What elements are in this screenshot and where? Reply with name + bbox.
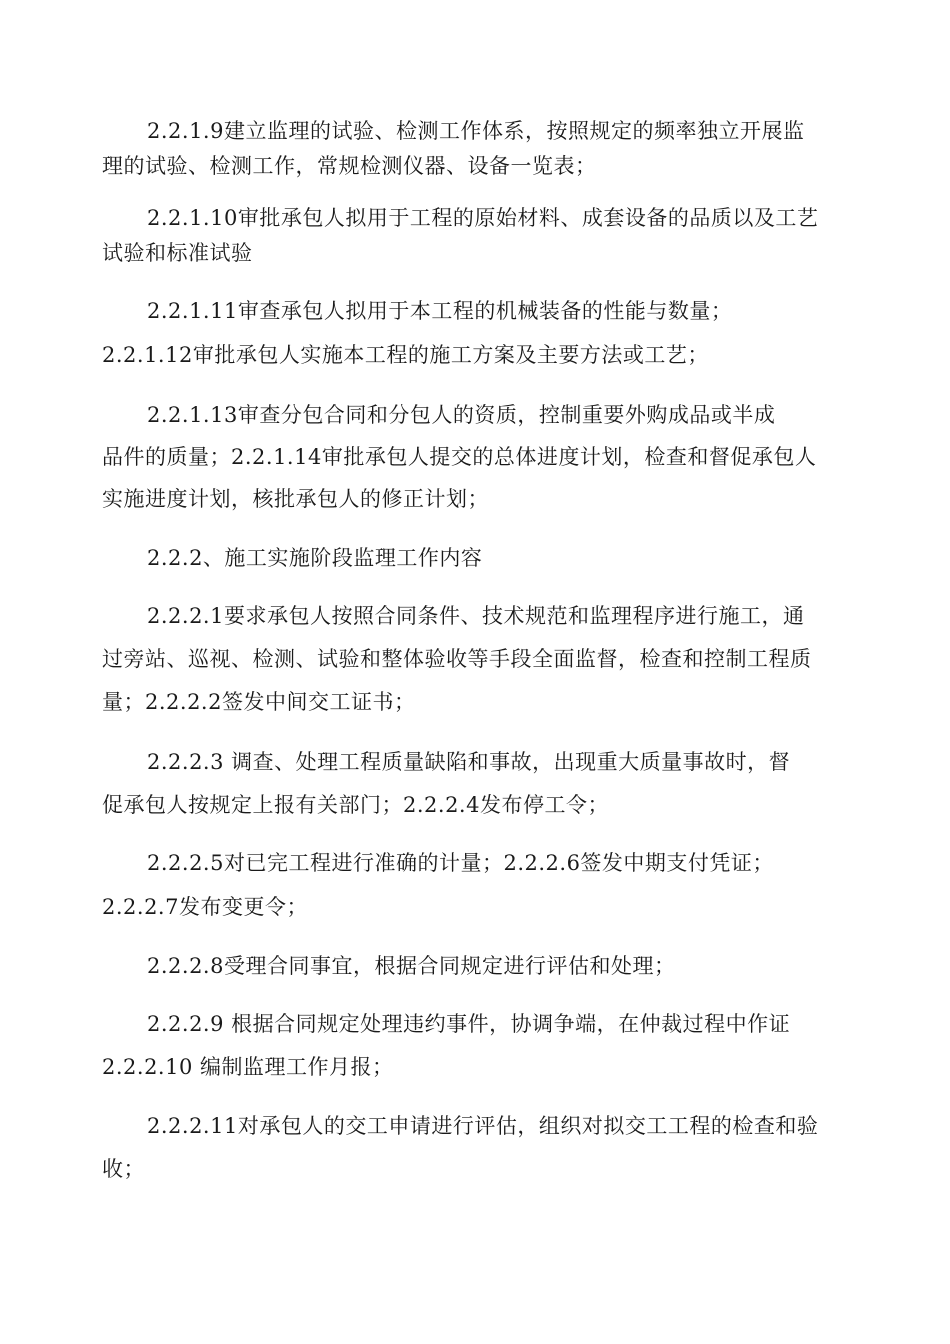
text-line: 2.2.2.3 调查、处理工程质量缺陷和事故，出现重大质量事故时，督: [147, 750, 791, 774]
text-line: 理的试验、检测工作，常规检测仪器、设备一览表；: [102, 154, 597, 178]
text-line: 量；2.2.2.2签发中间交工证书；: [102, 690, 416, 714]
text-line: 2.2.2.1要求承包人按照合同条件、技术规范和监理程序进行施工，通: [147, 604, 805, 628]
text-line: 过旁站、巡视、检测、试验和整体验收等手段全面监督，检查和控制工程质: [102, 647, 812, 671]
text-line: 品件的质量；2.2.1.14审批承包人提交的总体进度计划，检查和督促承包人: [102, 445, 817, 469]
text-line: 2.2.2.10 编制监理工作月报；: [102, 1055, 394, 1079]
text-line: 2.2.1.11审查承包人拟用于本工程的机械装备的性能与数量；: [147, 299, 733, 323]
text-line: 2.2.1.9建立监理的试验、检测工作体系，按照规定的频率独立开展监: [147, 119, 805, 143]
text-line: 2.2.2.9 根据合同规定处理违约事件，协调争端，在仲裁过程中作证: [147, 1012, 791, 1036]
text-line: 2.2.2.11对承包人的交工申请进行评估，组织对拟交工工程的检查和验: [147, 1114, 819, 1138]
text-line: 促承包人按规定上报有关部门；2.2.2.4发布停工令；: [102, 793, 609, 817]
text-line: 试验和标准试验: [102, 241, 253, 265]
text-line: 2.2.1.12审批承包人实施本工程的施工方案及主要方法或工艺；: [102, 343, 709, 367]
text-line: 实施进度计划，核批承包人的修正计划；: [102, 487, 489, 511]
text-line: 2.2.1.10审批承包人拟用于工程的原始材料、成套设备的品质以及工艺: [147, 206, 819, 230]
text-line: 2.2.2.7发布变更令；: [102, 895, 308, 919]
text-line: 2.2.2.8受理合同事宜，根据合同规定进行评估和处理；: [147, 954, 676, 978]
text-line: 2.2.1.13审查分包合同和分包人的资质，控制重要外购成品或半成: [147, 403, 776, 427]
text-line: 2.2.2.5对已完工程进行准确的计量；2.2.2.6签发中期支付凭证；: [147, 851, 774, 875]
section-heading: 2.2.2、施工实施阶段监理工作内容: [147, 546, 483, 570]
text-line: 收；: [102, 1157, 145, 1181]
